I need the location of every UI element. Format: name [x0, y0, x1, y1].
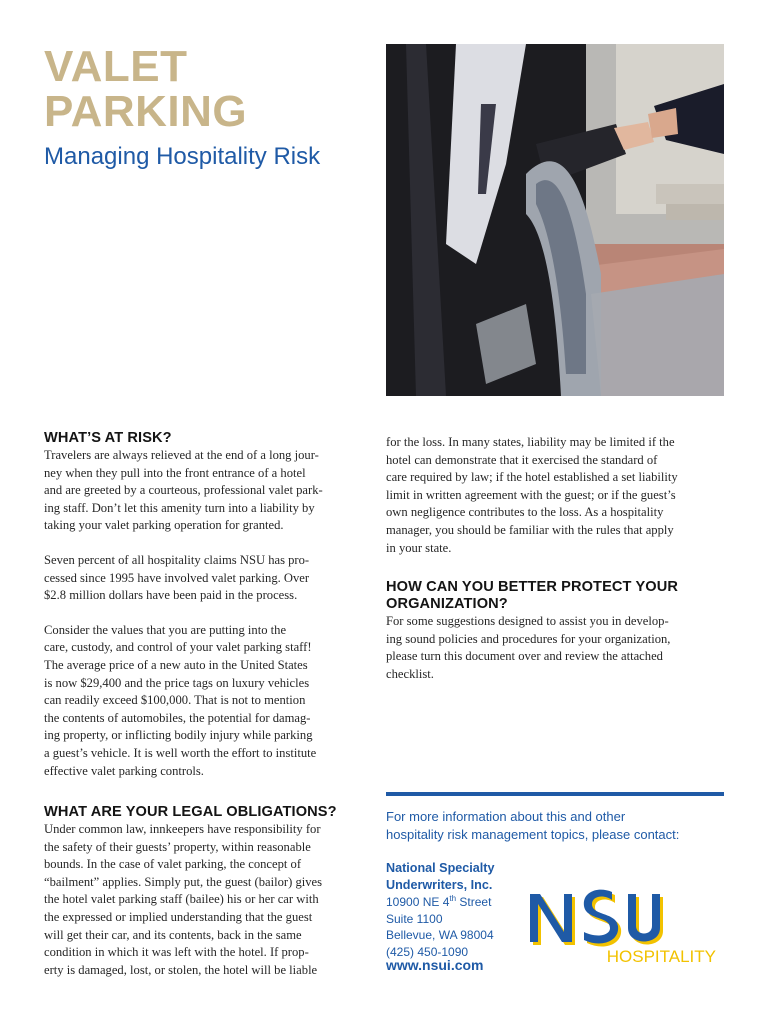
nsu-hospitality-logo	[520, 876, 724, 966]
section-heading-risk: WHAT’S AT RISK?	[44, 430, 172, 446]
address-suite: Suite 1100	[386, 911, 443, 926]
risk-paragraph-1: Travelers are always relieved at the end of a long jour- ney when they pull into the front entrance of a hotel and are greeted by a courteous, professional valet park- ing staff. Don’t let this amenity turn into a liability by taking your valet parking operation for granted.	[44, 448, 323, 533]
protect-paragraph-1: For some suggestions designed to assist you in develop- ing sound policies and procedures for your organization, please turn this document over and review the attached checklist.	[386, 614, 671, 681]
address-city: Bellevue, WA 98004	[386, 928, 494, 942]
section-heading-legal: WHAT ARE YOUR LEGAL OBLIGATIONS?	[44, 804, 337, 821]
address-street: 10900 NE 4th Street	[386, 894, 492, 909]
valet-key-handoff-photo	[386, 44, 724, 396]
contact-divider	[386, 792, 724, 796]
document-title	[44, 44, 247, 134]
document-subtitle: Managing Hospitality Risk	[44, 143, 321, 170]
photo-illustration	[386, 44, 724, 396]
phone-number: (425) 450-1090	[386, 944, 469, 959]
nsu-logo-mark	[520, 876, 724, 966]
contact-intro: For more information about this and other hospitality risk management topics, please contact:	[386, 809, 680, 842]
right-column	[386, 434, 724, 684]
legal-paragraph-continued: for the loss. In many states, liability may be limited if the hotel can demonstrate that it exercised the standard of care required by law; if the hotel established a set liability limit in written agreement with the guest; or if the guest’s own negligence contributes to the loss. As a hospitality manager, you should be familiar with the rules that apply in your state.	[386, 435, 678, 555]
section-heading-protect: HOW CAN YOU BETTER PROTECT YOUR ORGANIZATION?	[386, 579, 679, 613]
left-column	[44, 430, 360, 979]
website-link[interactable]: www.nsui.com	[386, 957, 484, 973]
organization-address	[386, 894, 494, 960]
risk-paragraph-3: Consider the values that you are putting into the care, custody, and control of your valet parking staff! The average price of a new auto in the United States is now $29,400 and the price tags on luxury vehicles can readily exceed $100,000. That is not to mention the contents of automobiles, the potential for damag- ing property, or inflicting bodily injury while parking a guest’s vehicle. It is well worth the effort to institute effective valet parking controls.	[44, 622, 317, 778]
legal-paragraph-1: Under common law, innkeepers have responsibility for the safety of their guests’ property, within reasonable bounds. In the case of valet parking, the concept of “bailment” applies. Simply put, the guest (bailor) gives the hotel valet parking staff (bailee) his or her car with the expressed or implied understanding that the guest will get their car, and its contents, back in the same condition in which it was left with the hotel. If prop- erty is damaged, lost, or stolen, the hotel will be liable	[44, 822, 323, 977]
title-line-2: PARKING	[44, 87, 248, 136]
organization-name: National Specialty Underwriters, Inc.	[386, 861, 495, 892]
risk-paragraph-2: Seven percent of all hospitality claims NSU has pro- cessed since 1995 have involved valet parking. Over $2.8 million dollars have been paid in the process.	[44, 552, 310, 603]
title-line-1: VALET	[44, 42, 188, 91]
logo-tagline: HOSPITALITY	[606, 947, 716, 966]
